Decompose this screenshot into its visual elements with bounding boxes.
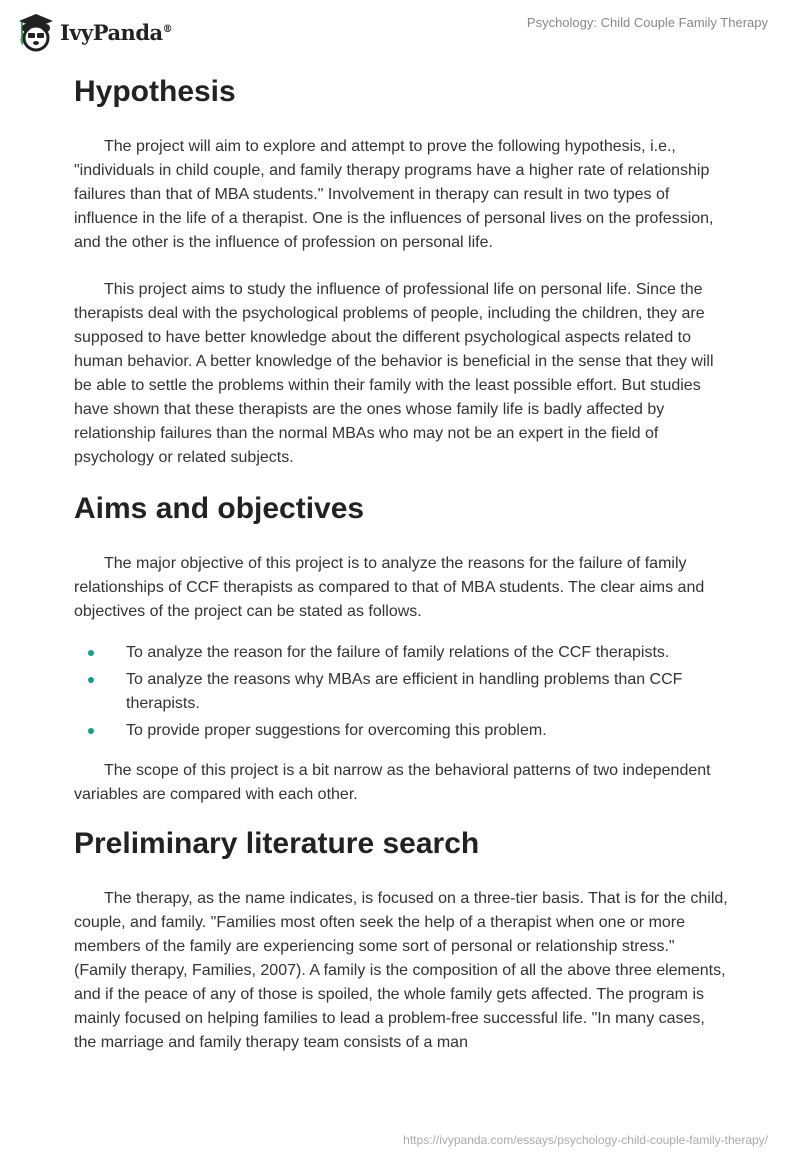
list-item (74, 668, 728, 716)
page-header (0, 0, 800, 60)
paragraph: The scope of this project is a bit narrow as the behavioral patterns of two independent variables are compared with each other. (74, 762, 711, 803)
section-heading-aims: Aims and objectives (74, 492, 365, 525)
list-item (74, 719, 728, 743)
paragraph: The therapy, as the name indicates, is focused on a three-tier basis. That is for the child, couple, and family. "Families most often seek the help of a therapist when one or more members of the family are experiencing some sort of personal or relationship stress." (Family therapy, Families, 2007). A family is the composition of all the above three elements, and if the peace of any of those is spoiled, the whole family gets affected. The program is mainly focused on helping families to lead a problem-free successful life. "In many cases, the marriage and family therapy team consists of a man (74, 890, 728, 1051)
list-item-text: To analyze the reason for the failure of family relations of the CCF therapists. (126, 644, 670, 661)
logo-text: IvyPanda (60, 19, 163, 45)
ivypanda-logo[interactable] (18, 12, 172, 52)
objectives-list (74, 641, 728, 743)
list-item-text: To analyze the reasons why MBAs are efficient in handling problems than CCF therapists. (126, 671, 683, 712)
essay-content (74, 74, 728, 1055)
section-heading-hypothesis: Hypothesis (74, 75, 236, 108)
paragraph: The project will aim to explore and attempt to prove the following hypothesis, i.e., "individuals in child couple, and family therapy programs have a higher rate of relationship failures than that of MBA students." Involvement in therapy can result in two types of influence in the life of a therapist. One is the influences of personal lives on the profession, and the other is the influence of profession on personal life. (74, 138, 714, 251)
bullet-icon (88, 650, 94, 656)
paragraph: This project aims to study the influence of professional life on personal life. Since the therapists deal with the psychological problems of people, including the children, they are supposed to have better knowledge about the different psychological aspects related to human behavior. A better knowledge of the behavior is beneficial in the sense that they will be able to settle the problems within their family with the least possible effort. But studies have shown that these therapists are the ones whose family life is badly affected by relationship failures than the normal MBAs who may not be an expert in the field of psychology or related subjects. (74, 281, 714, 466)
list-item-text: To provide proper suggestions for overcoming this problem. (126, 722, 547, 739)
panda-logo-icon (18, 12, 54, 52)
bullet-icon (88, 677, 94, 683)
source-url[interactable]: https://ivypanda.com/essays/psychology-child-couple-family-therapy/ (403, 1133, 768, 1147)
document-title: Psychology: Child Couple Family Therapy (526, 15, 768, 30)
bullet-icon (88, 728, 94, 734)
registered-mark: ® (162, 23, 173, 35)
paragraph: The major objective of this project is to analyze the reasons for the failure of family relationships of CCF therapists as compared to that of MBA students. The clear aims and objectives of the project can be stated as follows. (74, 555, 705, 620)
list-item (74, 641, 728, 665)
section-heading-literature: Preliminary literature search (74, 827, 480, 860)
